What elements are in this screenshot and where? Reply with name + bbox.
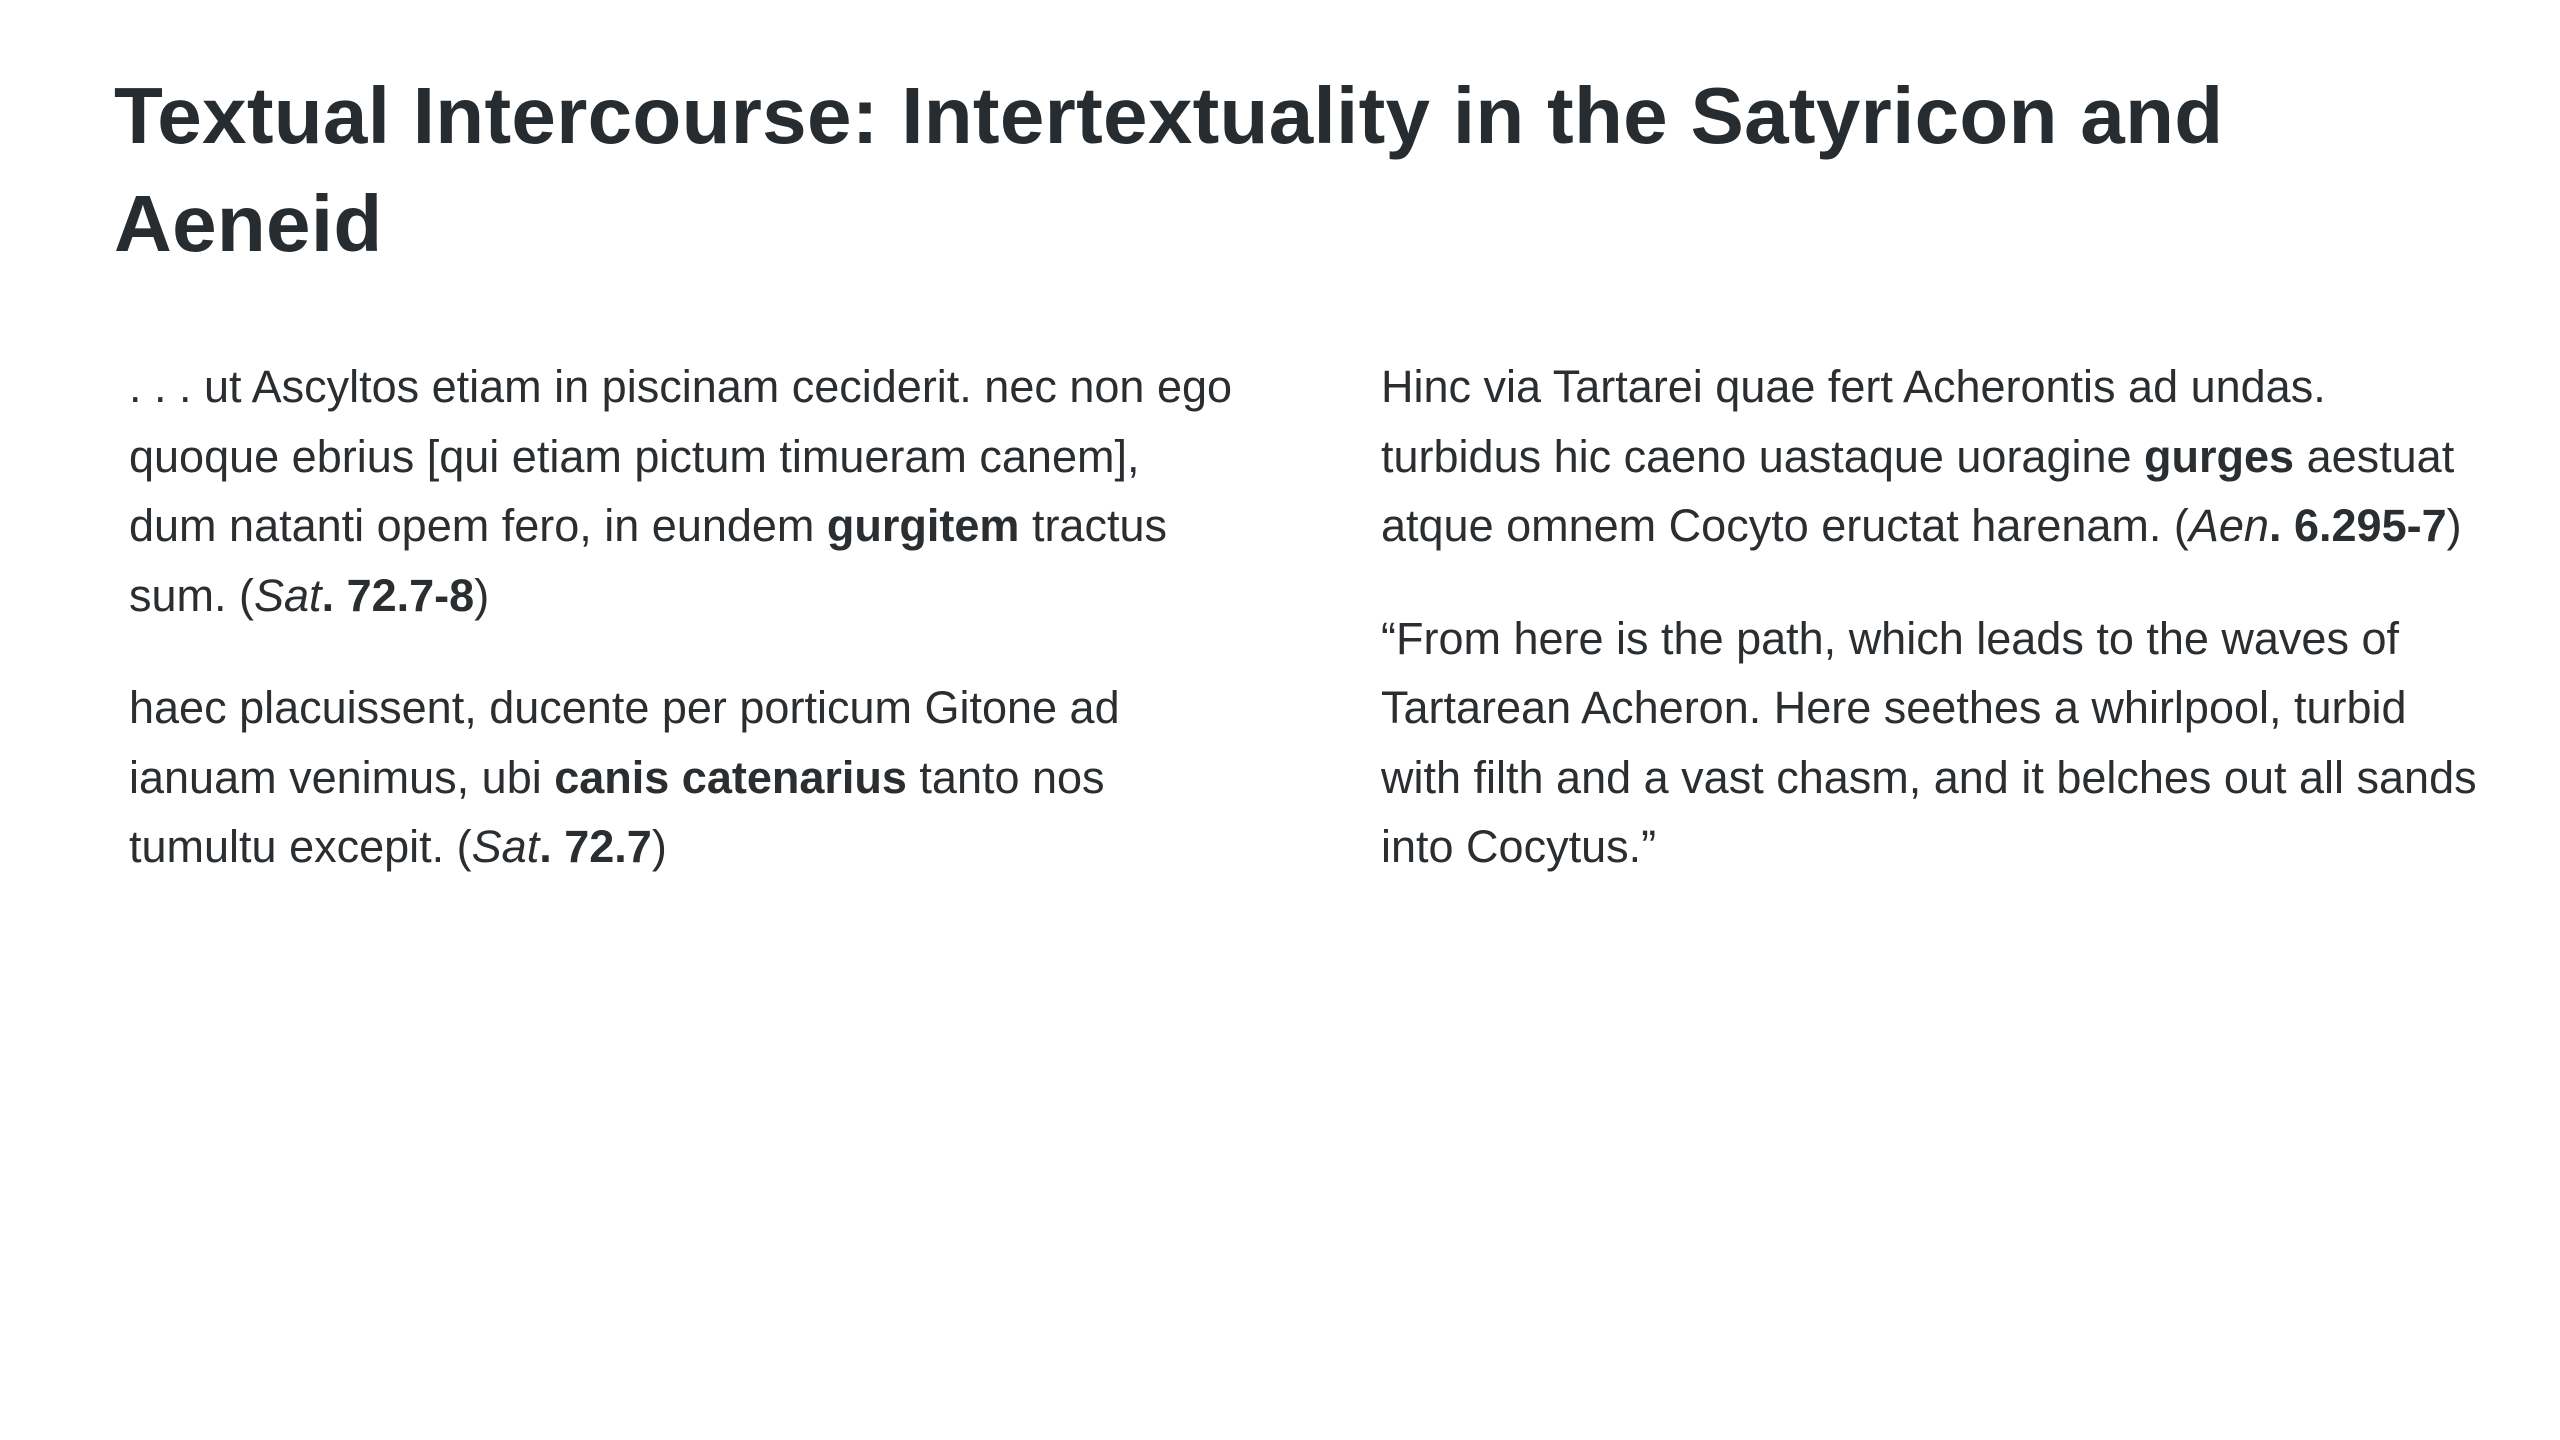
latin-passage-satyricon-72-7 — [129, 673, 1239, 882]
passage-text: tanto nos tumultu excepit. ( — [129, 751, 1105, 872]
citation-dot: . — [2268, 500, 2294, 551]
slide-title: Textual Intercourse: Intertextuality in the Satyricon and Aeneid — [114, 71, 2224, 268]
citation-abbreviation: Sat — [254, 569, 322, 621]
left-column — [129, 352, 1239, 925]
citation-number: 72.7-8 — [346, 569, 475, 621]
citation-close: ) — [2446, 500, 2462, 551]
passage-text: . . . ut Ascyltos etiam in piscinam ceciderit. nec non ego quoque ebrius [qui etiam pictum timueram canem], dum natanti opem fero, in eundem — [129, 361, 1233, 551]
passage-text: Hinc via Tartarei quae fert Acherontis ad undas. turbidus hic caeno uastaque uoragine — [1381, 361, 2326, 482]
citation-number: 6.295-7 — [2293, 500, 2447, 551]
citation-close: ) — [474, 569, 490, 621]
highlighted-word: gurges — [2144, 430, 2295, 482]
highlighted-word: gurgitem — [826, 500, 1020, 551]
latin-passage-satyricon-72-7-8 — [129, 352, 1239, 630]
highlighted-phrase: canis catenarius — [554, 751, 907, 803]
citation-dot: . — [321, 569, 347, 621]
english-translation: “From here is the path, which leads to the waves of Tartarean Acheron. Here seethes a whirlpool, turbid with filth and a vast chasm, and it belches out all sands into Cocytus.” — [1381, 612, 2477, 872]
passage-text: tractus sum. ( — [129, 500, 1167, 621]
latin-passage-aeneid-6-295-7 — [1381, 352, 2491, 561]
passage-text: haec placuissent, ducente per porticum Gitone ad ianuam venimus, ubi — [129, 682, 1120, 803]
passage-text: aestuat atque omnem Cocyto eructat harenam. ( — [1381, 430, 2455, 551]
citation-dot: . — [539, 821, 565, 872]
citation-abbreviation: Sat — [471, 821, 540, 872]
right-column — [1381, 352, 2491, 925]
citation-close: ) — [651, 821, 667, 872]
citation-abbreviation: Aen — [2188, 500, 2269, 551]
citation-number: 72.7 — [564, 821, 652, 872]
